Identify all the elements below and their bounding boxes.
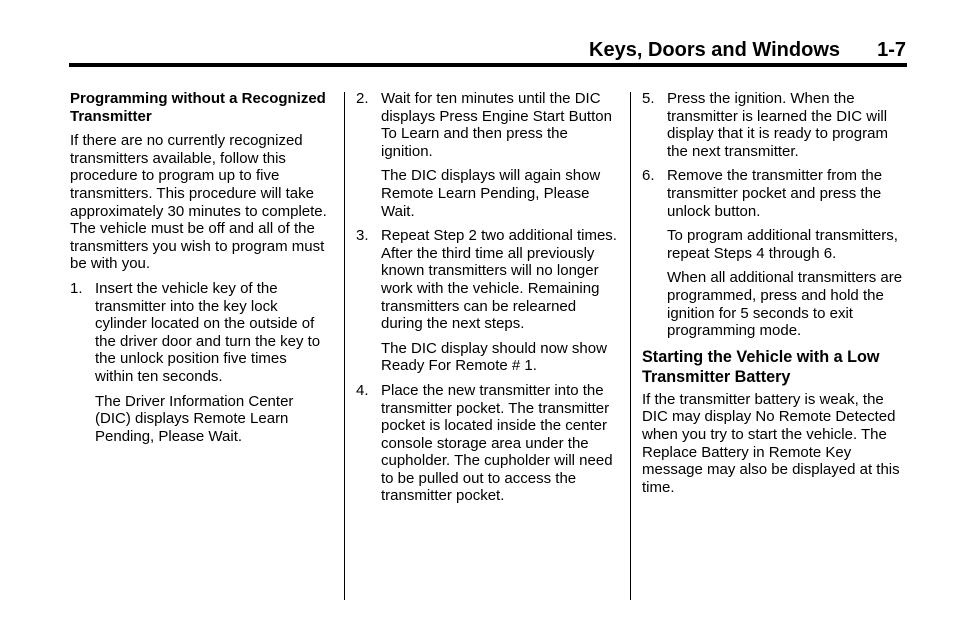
step-3	[356, 227, 618, 333]
step-number: 4.	[356, 381, 369, 399]
step-number: 5.	[642, 90, 655, 107]
step-number: 2.	[356, 90, 369, 107]
step-6-note: To program additional transmitters, repeat Steps 4 through 6.	[667, 227, 898, 262]
step-number: 1.	[70, 279, 83, 297]
step-number: 3.	[356, 227, 369, 245]
step-4	[356, 382, 618, 505]
page-number: 1-7	[877, 39, 906, 61]
step-text: Insert the vehicle key of the transmitter into the key lock cylinder located on the outside of the driver door and turn the key to the unlock position five times within ten seconds.	[95, 279, 321, 385]
step-text: Press the ignition. When the transmitter is learned the DIC will display that it is ready to program the next transmitter.	[667, 90, 888, 160]
step-text: Repeat Step 2 two additional times. After the third time all previously known transmitters will no longer work with the vehicle. Remaining transmitters can be relearned during the next steps.	[381, 227, 617, 333]
step-1-note: The Driver Information Center (DIC) displays Remote Learn Pending, Please Wait.	[95, 392, 294, 445]
step-text: Wait for ten minutes until the DIC displays Press Engine Start Button To Learn and then press the ignition.	[381, 90, 612, 160]
step-1	[70, 280, 328, 386]
column-2	[356, 90, 618, 512]
step-3-note: The DIC display should now show Ready For Remote # 1.	[381, 339, 607, 375]
step-5	[642, 90, 906, 160]
step-6	[642, 167, 906, 220]
intro-paragraph: If there are no currently recognized transmitters available, follow this procedure to program up to five transmitters. This procedure will take approximately 30 minutes to complete. The vehicle must be off and all of the transmitters you wish to program must be with you.	[70, 132, 327, 273]
column-1	[70, 90, 328, 452]
step-text: Place the new transmitter into the transmitter pocket. The transmitter pocket is located inside the center console storage area under the cupholder. The cupholder will need to be pulled out to access the transmitter pocket.	[381, 381, 613, 505]
column-3	[642, 90, 906, 503]
step-2	[356, 90, 618, 160]
step-number: 6.	[642, 167, 655, 185]
column-divider	[344, 92, 345, 600]
step-text: Remove the transmitter from the transmitter pocket and press the unlock button.	[667, 167, 883, 220]
body-paragraph: If the transmitter battery is weak, the DIC may display No Remote Detected when you try to start the vehicle. The Replace Battery in Remote Key message may also be displayed at this time.	[642, 390, 900, 496]
subsection-heading: Programming without a Recognized Transmitter	[70, 90, 326, 125]
step-6-note: When all additional transmitters are programmed, press and hold the ignition for 5 seconds to exit programming mode.	[667, 269, 903, 340]
column-divider	[630, 92, 631, 600]
header-rule	[69, 63, 907, 67]
section-title: Keys, Doors and Windows	[589, 39, 840, 61]
subsection-heading: Starting the Vehicle with a Low Transmitter Battery	[642, 347, 880, 386]
step-2-note: The DIC displays will again show Remote Learn Pending, Please Wait.	[381, 167, 601, 220]
